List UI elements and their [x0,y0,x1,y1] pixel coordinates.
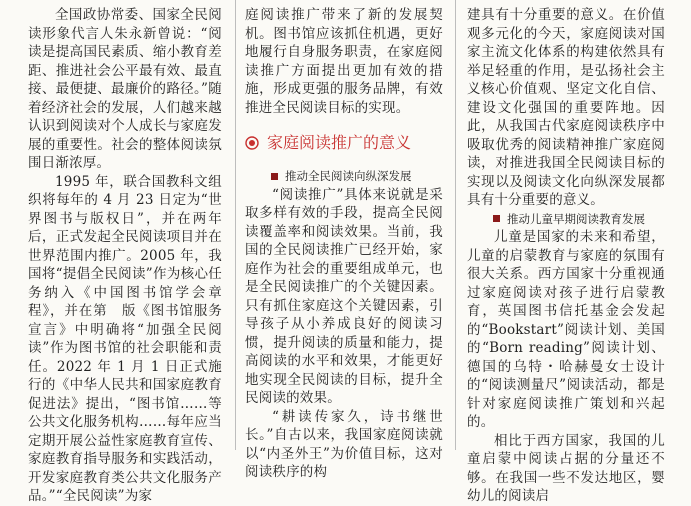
paragraph-continuation: 建具有十分重要的意义。在价值观多元化的今天，家庭阅读对国家主流文化体系的构建依然具有举足轻重的作用，是弘扬社会主义核心价值观、坚定文化自信、建设文化强国的重要阵地。因此，从我国古代家庭阅读秩序中吸取优秀的阅读精神推广家庭阅读，对推进我国全民阅读目标的实现以及阅读文化向纵深发展都具有十分重要的意义。 [467,7,665,208]
paragraph: “阅读推广”具体来说就是采取多样有效的手段，提高全民阅读覆盖率和阅读效果。当前，我国的全民阅读推广已经开始，家庭作为社会的重要组成单元，也是全民阅读推广的个关键因素。只有抓住家庭这个关键因素，引导孩子从小养成良好的阅读习惯，提升阅读的质量和能力，提高阅读的水平和效果，才能更好地实现全民阅读的目标，提升全民阅读的效果。 [245,186,443,406]
sub-heading [245,167,443,186]
paragraph: 儿童是国家的未来和希望，儿童的启蒙教育与家庭的氛围有很大关系。西方国家十分重视通过家庭阅读对孩子进行启蒙教育，英国图书信托基金会发起的“Bookstart”阅读计划、美国的“Born reading”阅读计划、德国的乌特・哈赫曼女士设计的“阅读测量尺”阅读活动，都是针对家庭阅读推广策划和兴起的。 [467,229,665,430]
paragraph: “耕读传家久，诗书继世长。”自古以来，我国家庭阅读就以“内圣外王”为价值目标，这对阅读秩序的构 [245,408,443,480]
column-right [467,6,665,504]
paragraph: 1995 年，联合国教科文组织将每年的 4 月 23 日定为“世界图书与版权日”，并在两年后，正式发起全民阅读项目并在世界范围内推广。2005 年，我国将“提倡全民阅读”作为核心任务纳入《中国图书馆学会章程》，并在第 版《图书馆服务宣言》中明确将“加强全民阅读”作为图书馆的社会职能和责任。2022 年 1 月 1 日正式施行的《中华人民共和国家庭教育促进法》提出，“图书馆……等公共文化服务机构……每年应当定期开展公益性家庭教育宣传、家庭教育指导服务和实践活动，开发家庭教育类公共文化服务产品。”“全民阅读”为家 [28,173,222,504]
paragraph: 相比于西方国家，我国的儿童启蒙中阅读占据的分量还不够。在我国一些不发达地区，婴幼儿的阅读启 [467,432,665,504]
sub-heading-text: 推动儿童早期阅读教育发展 [507,211,645,226]
sub-heading [467,210,665,229]
column-divider-left [235,0,236,450]
section-heading-text: 家庭阅读推广的意义 [267,133,412,152]
sub-heading-text: 推动全民阅读向纵深发展 [285,169,412,183]
column-left [28,6,222,504]
square-bullet-icon [271,173,278,180]
column-middle [245,6,443,480]
paragraph: 全国政协常委、国家全民阅读形象代言人朱永新曾说：“阅读是提高国民素质、缩小教育差距、推进社会公平最有效、最直接、最便捷、最廉价的路径。”随着经济社会的发展，人们越来越认识到阅读对个人成长与家庭发展的重要性。社会的整体阅读氛围日渐浓厚。 [28,7,222,171]
column-divider-right [455,0,456,450]
section-heading [245,133,443,153]
square-bullet-icon [493,215,500,222]
circled-dot-icon [245,136,259,150]
paragraph-continuation: 庭阅读推广带来了新的发展契机。图书馆应该抓住机遇，更好地履行自身服务职责，在家庭阅读推广方面提出更加有效的措施，形成更强的服务品牌，有效推进全民阅读目标的实现。 [245,7,443,116]
